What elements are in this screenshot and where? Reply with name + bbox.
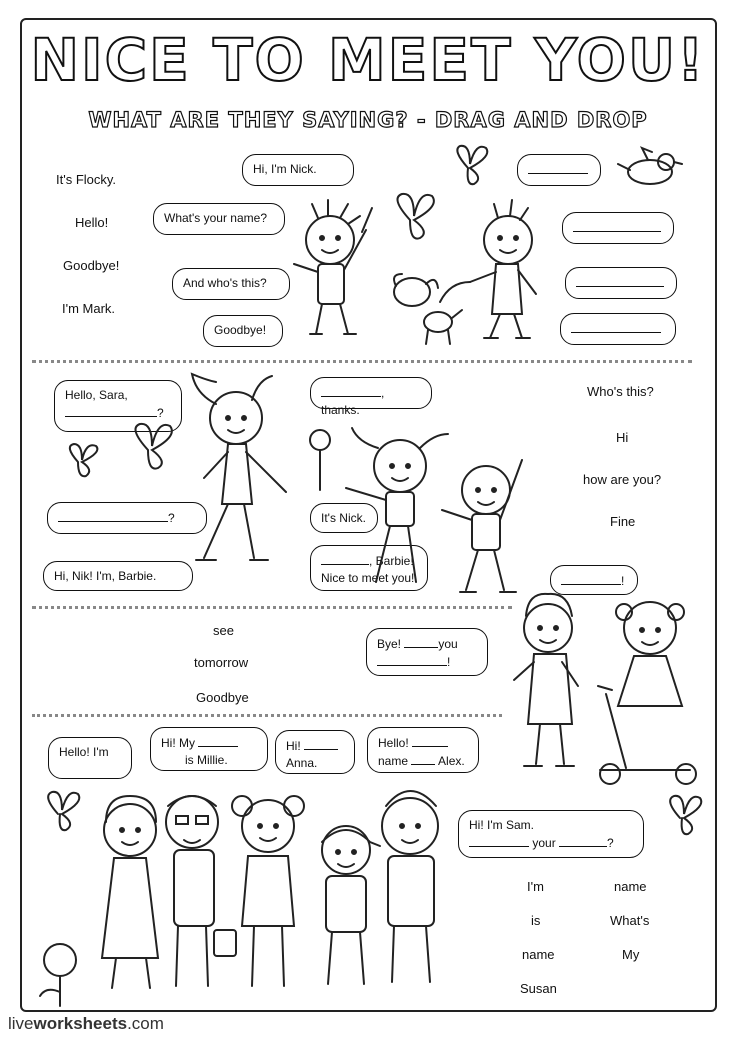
bubble-text: Anna. <box>286 756 318 770</box>
bubble-text: Alex. <box>438 754 465 768</box>
word-tile[interactable]: Who's this? <box>587 384 654 399</box>
butterfly-illustration <box>398 146 488 239</box>
bubble-text: your <box>532 836 556 850</box>
bubble-text: , Barbie! <box>369 554 414 568</box>
boy-nick-illustration <box>294 200 372 334</box>
bubble-text: ? <box>168 511 175 525</box>
word-tile[interactable]: name <box>522 947 555 962</box>
page-subtitle: WHAT ARE THEY SAYING? - DRAG AND DROP <box>88 108 648 132</box>
bubble-text: Hello! <box>378 736 409 750</box>
footer-brand <box>8 1014 164 1034</box>
boy-nick-2-illustration <box>442 460 522 592</box>
bubble-text: name <box>378 754 409 768</box>
word-tile[interactable]: Hello! <box>75 215 109 230</box>
word-tile[interactable]: Susan <box>520 981 557 996</box>
kids-group-illustration <box>102 791 438 988</box>
bubble-text: ! <box>621 574 625 588</box>
word-tile[interactable]: I'm <box>527 879 544 894</box>
bubble-text: And who's this? <box>183 276 267 290</box>
word-tile[interactable]: see <box>213 623 234 638</box>
footer-prefix: live <box>8 1014 34 1033</box>
word-tile[interactable]: Goodbye <box>196 690 249 705</box>
girl-left-illustration <box>514 594 578 766</box>
bubble-text: Goodbye! <box>214 323 267 337</box>
word-tile[interactable]: I'm Mark. <box>62 301 116 316</box>
bubble-text: , thanks. <box>321 386 385 417</box>
word-tile[interactable]: What's <box>610 913 650 928</box>
bubble-text: ! <box>447 655 451 669</box>
word-tile[interactable]: name <box>614 879 647 894</box>
dog-illustration <box>394 274 462 344</box>
bubble-text: Hello, Sara, <box>65 388 128 402</box>
bubble-text: ? <box>607 836 614 850</box>
word-tile[interactable]: is <box>531 913 541 928</box>
girl-sara-illustration <box>192 374 286 560</box>
word-tile[interactable]: how are you? <box>583 472 662 487</box>
girl-barbie-illustration <box>346 428 448 582</box>
bubble-text: It's Nick. <box>321 511 366 525</box>
bubble-text: Hi! I'm Sam. <box>469 818 534 832</box>
bubble-text: Hi! My <box>161 736 195 750</box>
bird-illustration <box>618 148 682 184</box>
bubble-text: you <box>438 637 458 651</box>
butterfly-illustration <box>70 424 172 476</box>
bubble-text: Nice to meet you! <box>321 571 415 585</box>
bubble-text: What's your name? <box>164 211 268 225</box>
bubble-text: Hi, I'm Nick. <box>253 162 317 176</box>
word-tile[interactable]: It's Flocky. <box>56 172 117 187</box>
word-tile[interactable]: tomorrow <box>194 655 249 670</box>
bubble-text: Bye! <box>377 637 402 651</box>
bubble-text: is Millie. <box>185 753 228 767</box>
girl-scooter-illustration <box>598 602 696 784</box>
word-tile[interactable]: Fine <box>610 514 636 529</box>
flower-illustration <box>310 430 330 490</box>
bubble-text: ? <box>157 406 164 420</box>
butterfly-illustration <box>48 792 701 834</box>
sunflower-illustration <box>40 944 76 1006</box>
word-tile[interactable]: Goodbye! <box>63 258 120 273</box>
bubble-text: Hi! <box>286 739 301 753</box>
footer-brand-name: worksheets <box>33 1014 128 1033</box>
page-title: NICE TO MEET YOU! <box>30 26 706 94</box>
bubble-text: Hello! I'm <box>59 745 109 759</box>
word-tile[interactable]: Hi <box>616 430 629 445</box>
bubble-text: Hi, Nik! I'm, Barbie. <box>54 569 157 583</box>
word-tile[interactable]: My <box>622 947 640 962</box>
footer-suffix: .com <box>127 1014 164 1033</box>
